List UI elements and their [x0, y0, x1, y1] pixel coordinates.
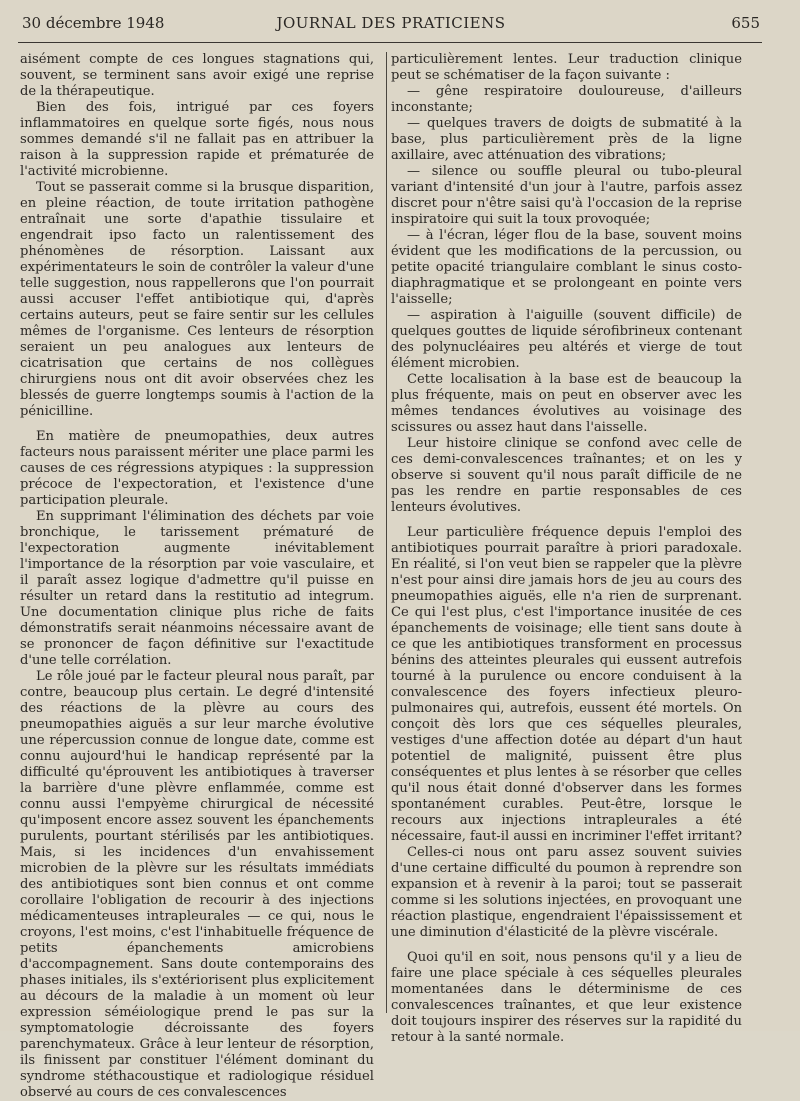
paragraph: Celles-ci nous ont paru assez souvent suivies d'une certaine difficulté du poumon à reprendre son expansion et à revenir à la paroi; tout se passerait comme si les solutions injectées, en provoquant une réaction plastique, engendraient l'épaississement et une diminution d'élasticité de la plèvre viscérale.: [391, 845, 742, 940]
paragraph: En supprimant l'élimination des déchets par voie bronchique, le tarissement prématuré de l'expectoration augmente inévitablement l'importance de la résorption par voie vasculaire, et il paraît assez logique d'admettre qu'il puisse en résulter un retard dans la restitutio ad integrum. Une documentation clinique plus riche de faits démonstratifs serait néanmoins nécessaire avant de se prononcer de façon définitive sur l'exactitude d'une telle corrélation.: [20, 509, 374, 668]
paragraph: particulièrement lentes. Leur traduction clinique peut se schématiser de la façon suivante :: [391, 52, 742, 83]
list-item: — aspiration à l'aiguille (souvent difficile) de quelques gouttes de liquide sérofibrineux contenant des polynucléaires peu altérés et vierge de tout élément microbien.: [391, 308, 742, 371]
list-item: — à l'écran, léger flou de la base, souvent moins évident que les modifications de la percussion, ou petite opacité triangulaire comblant le sinus costo-diaphragmatique et se prolongeant en pointe vers l'aisselle;: [391, 228, 742, 307]
list-item: — quelques travers de doigts de submatité à la base, plus particulièrement près de la ligne axillaire, avec atténuation des vibrations;: [391, 116, 742, 163]
paragraph: Leur particulière fréquence depuis l'emploi des antibiotiques pourrait paraître à priori paradoxale. En réalité, si l'on veut bien se rappeler que la plèvre n'est pour ainsi dire jamais hors de jeu au cours des pneumopathies aiguës, elle n'a rien de surprenant. Ce qui l'est plus, c'est l'importance inusitée de ces épanchements de voisinage; elle tient sans doute à ce que les antibiotiques transforment en processus bénins des atteintes pleurales qui eussent autrefois tourné à la purulence ou encore conduisent à la convalescence des foyers infectieux pleuro-pulmonaires qui, autrefois, eussent été mortels. On conçoit dès lors que ces séquelles pleurales, vestiges d'une affection dotée au départ d'un haut potentiel de malignité, puissent être plus conséquentes et plus lentes à se résorber que celles qu'il nous était donné d'observer dans les formes spontanément curables. Peut-être, lorsque le recours aux injections intrapleurales a été nécessaire, faut-il aussi en incriminer l'effet irritant?: [391, 525, 743, 844]
paragraph: Tout se passerait comme si la brusque disparition, en pleine réaction, de toute irritation pathogène entraînait une sorte d'apathie tissulaire et engendrait ipso facto un ralentissement des phénomènes de résorption. Laissant aux expérimentateurs le soin de contrôler la valeur d'une telle suggestion, nous rappellerons que l'on pourrait aussi accuser l'effet antibiotique qui, d'après certains auteurs, peut se faire sentir sur les cellules mêmes de l'organisme. Ces lenteurs de résorption seraient un peu analogues aux lenteurs de cicatrisation que certains de nos collègues chirurgiens nous ont dit avoir observées chez les blessés de guerre longtemps soumis à l'action de la pénicilline.: [20, 180, 374, 419]
left-column: [20, 52, 374, 1101]
paragraph: Cette localisation à la base est de beaucoup la plus fréquente, mais on peut en observer avec les mêmes tendances évolutives au voisinage des scissures ou assez haut dans l'aisselle.: [391, 372, 742, 435]
paragraph: Leur histoire clinique se confond avec celle de ces demi-convalescences traînantes; et on les y observe si souvent qu'il nous paraît difficile de ne pas les rendre en partie responsables de ces lenteurs évolutives.: [391, 436, 742, 515]
column-divider: [386, 52, 387, 1013]
paragraph: Le rôle joué par le facteur pleural nous paraît, par contre, beaucoup plus certain. Le degré d'intensité des réactions de la plèvre au cours des pneumopathies aiguës a sur leur marche évolutive une répercussion connue de longue date, comme est connu aujourd'hui le handicap représenté par la difficulté qu'éprouvent les antibiotiques à traverser la barrière d'une plèvre enflammée, comme est connu aussi l'empyème chirurgical de nécessité qu'imposent encore assez souvent les épanchements purulents, pourtant stérilisés par les antibiotiques. Mais, si les incidences d'un envahissement microbien de la plèvre sur les résultats immédiats des antibiotiques sont bien connus et ont comme corollaire l'obligation de recourir à des injections médicamenteuses intrapleurales — ce qui, nous le croyons, l'est moins, c'est l'inhabituelle fréquence de petits épanchements amicrobiens d'accompagnement. Sans doute contemporains des phases initiales, ils s'extériorisent plus explicitement au décours de la maladie à un moment où leur expression séméiologique prend le pas sur la symptomatologie décroissante des foyers parenchymateux. Grâce à leur lenteur de résorption, ils finissent par constituer l'élément dominant du syndrome stéthacoustique et radiologique résiduel observé au cours de ces convalescences: [20, 669, 374, 1100]
paragraph: Bien des fois, intrigué par ces foyers inflammatoires en quelque sorte figés, nous nous sommes demandé s'il ne fallait pas en attribuer la raison à la suppression rapide et prématurée de l'activité microbienne.: [20, 100, 374, 179]
paragraph: aisément compte de ces longues stagnations qui, souvent, se terminent sans avoir exigé une reprise de la thérapeutique.: [20, 52, 374, 99]
issue-date: 30 décembre 1948: [22, 14, 165, 32]
right-column: [391, 52, 742, 1046]
journal-title: JOURNAL DES PRATICIENS: [276, 14, 506, 32]
header-rule: [18, 42, 762, 43]
paragraph: Quoi qu'il en soit, nous pensons qu'il y a lieu de faire une place spéciale à ces séquelles pleurales momentanées dans le déterminisme de ces convalescences traînantes, et que leur existence doit toujours inspirer des réserves sur la rapidité du retour à la santé normale.: [391, 950, 742, 1045]
list-item: — silence ou souffle pleural ou tubo-pleural variant d'intensité d'un jour à l'autre, parfois assez discret pour n'être saisi qu'à l'occasion de la reprise inspiratoire qui suit la toux provoquée;: [391, 164, 742, 227]
page-number: 655: [731, 14, 760, 32]
list-item: — gêne respiratoire douloureuse, d'ailleurs inconstante;: [391, 84, 742, 115]
paragraph: En matière de pneumopathies, deux autres facteurs nous paraissent mériter une place parmi les causes de ces régressions atypiques : la suppression précoce de l'expectoration, et l'existence d'une participation pleurale.: [20, 429, 374, 508]
running-header: [22, 14, 760, 36]
